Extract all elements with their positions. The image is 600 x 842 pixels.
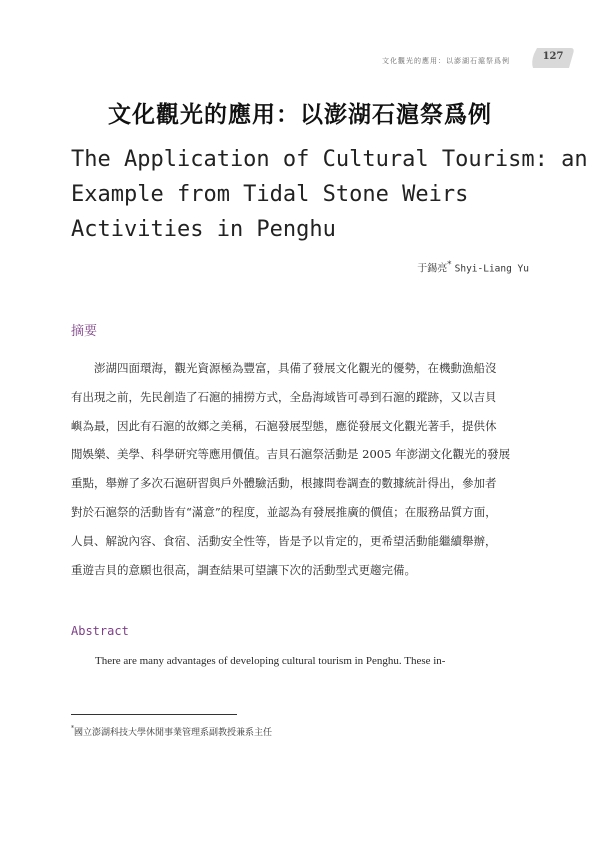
running-head: 文化觀光的應用：以澎湖石滬祭爲例 bbox=[382, 57, 510, 65]
abstract-chinese-line: 對於石滬祭的活動皆有“滿意”的程度，並認為有發展推廣的價值；在服務品質方面， bbox=[71, 504, 497, 519]
abstract-chinese-line: 重點，舉辦了多次石滬研習與戶外體驗活動，根據問卷調查的數據統計得出，參加者 bbox=[71, 476, 497, 491]
abstract-chinese-body bbox=[71, 354, 533, 584]
abstract-chinese-line: 澎湖四面環海，觀光資源極為豐富，具備了發展文化觀光的優勢，在機動漁船沒 bbox=[71, 361, 497, 375]
footnote-divider bbox=[71, 714, 237, 715]
abstract-english-heading: Abstract bbox=[71, 624, 129, 638]
title-english-line-3: Activities in Penghu bbox=[71, 217, 336, 242]
title-english bbox=[71, 142, 588, 247]
author-name-chinese: 于錫亮 bbox=[417, 263, 448, 275]
abstract-chinese-line: 人員、解說內容、食宿、活動安全性等，皆是予以肯定的，更希望活動能繼續舉辦， bbox=[71, 533, 497, 548]
footnote-marker: * bbox=[71, 725, 74, 732]
author-line bbox=[417, 259, 529, 274]
abstract-chinese-line: 閒娛樂、美學、科學研究等應用價值。吉貝石滬祭活動是 2005 年澎湖文化觀光的發展 bbox=[71, 447, 511, 462]
footnote-text: 國立澎湖科技大學休閒事業管理系副教授兼系主任 bbox=[74, 728, 273, 738]
abstract-english-first-line: There are many advantages of developing cultural tourism in Penghu. These in- bbox=[95, 655, 446, 667]
title-english-line-1: The Application of Cultural Tourism: an bbox=[71, 147, 588, 172]
page-number: 127 bbox=[542, 51, 564, 62]
footnote bbox=[71, 725, 272, 738]
title-chinese: 文化觀光的應用：以澎湖石滬祭爲例 bbox=[108, 101, 492, 128]
abstract-chinese-heading: 摘要 bbox=[71, 324, 98, 339]
title-english-line-2: Example from Tidal Stone Weirs bbox=[71, 182, 469, 207]
abstract-chinese-line: 有出現之前，先民創造了石滬的捕撈方式，全島海域皆可尋到石滬的蹤跡，又以吉貝 bbox=[71, 389, 497, 404]
author-name-english: Shyi-Liang Yu bbox=[454, 263, 529, 275]
abstract-chinese-line: 嶼為最，因此有石滬的故鄉之美稱，石滬發展型態，應從發展文化觀光著手，提供休 bbox=[71, 418, 497, 433]
page-number-badge bbox=[531, 44, 575, 72]
author-footnote-marker: * bbox=[447, 259, 452, 269]
abstract-chinese-line: 重遊吉貝的意願也很高，調查結果可望讓下次的活動型式更趨完備。 bbox=[71, 562, 416, 577]
